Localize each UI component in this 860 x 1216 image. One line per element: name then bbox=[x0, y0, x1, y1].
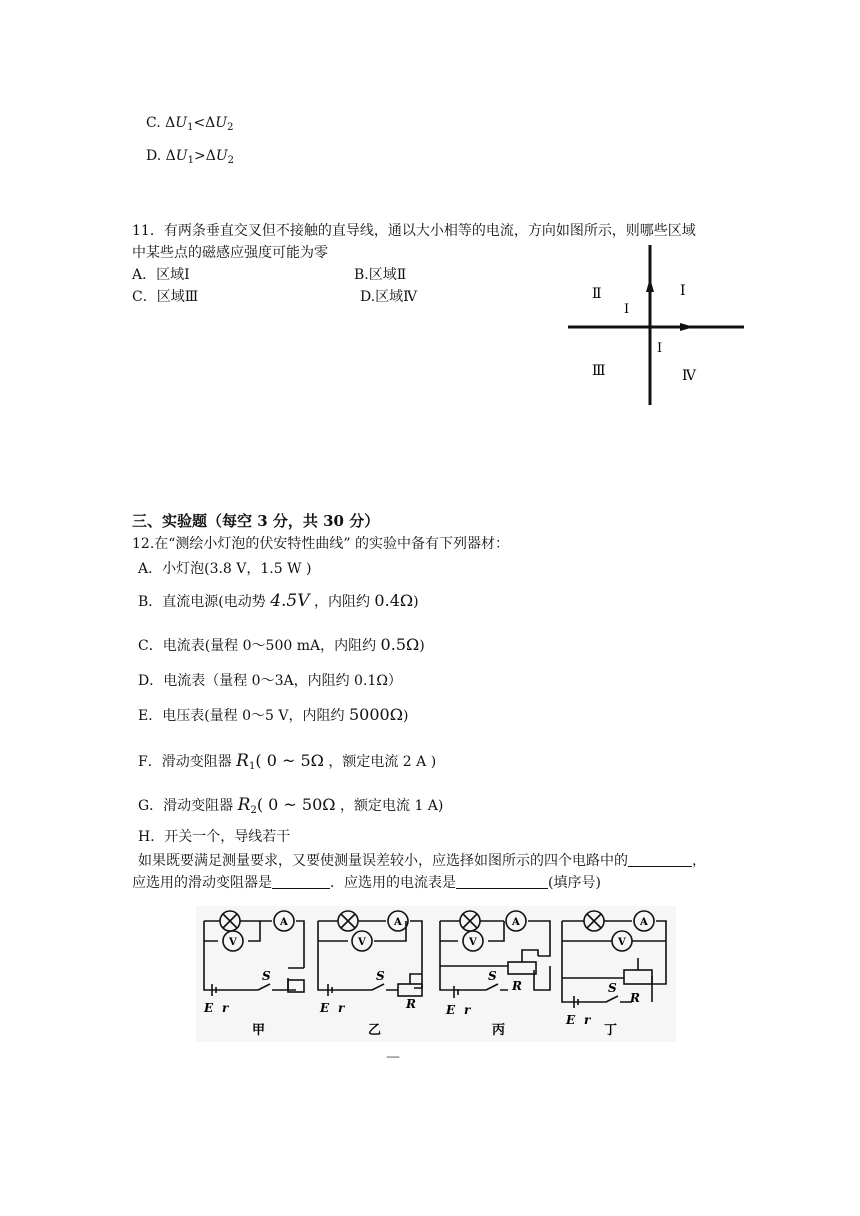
q11-option-d: D.区域Ⅳ bbox=[360, 289, 418, 305]
region-4-label: Ⅳ bbox=[682, 368, 696, 384]
region-2-label: Ⅱ bbox=[592, 286, 602, 302]
internal-r-label-yi: r bbox=[338, 1001, 345, 1015]
rheostat-label-ding: R bbox=[630, 991, 640, 1005]
internal-r-label-bing: r bbox=[464, 1003, 471, 1017]
q10-option-d: D. $\Delta U_1>\Delta U_2$ bbox=[146, 148, 234, 166]
q11-stem-line2: 中某些点的磁感应强度可能为零 bbox=[132, 245, 328, 261]
switch-label-yi: S bbox=[376, 969, 385, 983]
region-1-label: Ⅰ bbox=[680, 283, 686, 299]
q12-item-a: A．小灯泡(3.8 V，1.5 W ) bbox=[138, 561, 312, 577]
emf-label-yi: E bbox=[320, 1001, 330, 1015]
section-3-title: 三、实验题（每空 3 分，共 30 分） bbox=[132, 512, 380, 530]
emf-label-ding: E bbox=[566, 1013, 576, 1027]
q11-option-a: A．区域Ⅰ bbox=[132, 267, 190, 283]
rheostat-label-yi: R bbox=[406, 997, 416, 1011]
q12-question-line2: 应选用的滑动变阻器是 ．应选用的电流表是 (填序号) bbox=[132, 875, 601, 891]
q12-item-b: B．直流电源(电动势 4.5V ，内阻约 0.4Ω) bbox=[138, 591, 419, 611]
caption-bing: 丙 bbox=[492, 1023, 506, 1038]
voltmeter-label-bing: V bbox=[469, 937, 477, 948]
q12-question-line1: 如果既要满足测量要求，又要使测量误差较小，应选择如图所示的四个电路中的 ， bbox=[138, 853, 706, 869]
q10-option-c: C. $\Delta U_1<\Delta U_2$ bbox=[146, 115, 234, 133]
ammeter-label-bing: A bbox=[512, 917, 520, 928]
page-footer-mark: — bbox=[386, 1049, 400, 1065]
q11-option-c: C．区域Ⅲ bbox=[132, 289, 199, 305]
voltmeter-label-ding: V bbox=[618, 937, 626, 948]
q12-item-f: F．滑动变阻器 $R_1$( 0 ~ 5Ω ，额定电流 2 A ) bbox=[138, 751, 437, 772]
switch-label-bing: S bbox=[488, 969, 497, 983]
rheostat-label-bing: R bbox=[512, 979, 522, 993]
crossed-wires-figure bbox=[560, 240, 750, 410]
emf-label-bing: E bbox=[446, 1003, 456, 1017]
ammeter-label-jia: A bbox=[280, 917, 288, 928]
answer-blank-circuit[interactable] bbox=[628, 852, 692, 867]
horizontal-current-label: I bbox=[657, 341, 663, 356]
q12-item-d: D．电流表（量程 0～3A，内阻约 0.1Ω） bbox=[138, 673, 402, 689]
caption-ding: 丁 bbox=[604, 1023, 618, 1038]
q11-option-b: B.区域Ⅱ bbox=[354, 267, 407, 283]
circuit-bing bbox=[440, 911, 550, 998]
voltmeter-label-jia: V bbox=[229, 937, 237, 948]
caption-yi: 乙 bbox=[368, 1023, 382, 1038]
q12-item-c: C．电流表(量程 0～500 mA，内阻约 0.5Ω) bbox=[138, 635, 425, 654]
vertical-current-label: I bbox=[624, 302, 630, 317]
internal-r-label-ding: r bbox=[584, 1013, 591, 1027]
voltmeter-label-yi: V bbox=[358, 937, 366, 948]
answer-blank-ammeter[interactable] bbox=[456, 874, 548, 889]
circuit-jia bbox=[204, 911, 304, 996]
internal-r-label-jia: r bbox=[222, 1001, 229, 1015]
q11-stem-line1: 11．有两条垂直交叉但不接触的直导线，通以大小相等的电流，方向如图所示，则哪些区域 bbox=[132, 223, 696, 239]
q12-item-h: H．开关一个，导线若干 bbox=[138, 829, 291, 845]
emf-label-jia: E bbox=[204, 1001, 214, 1015]
q12-item-e: E．电压表(量程 0～5 V，内阻约 5000Ω) bbox=[138, 705, 409, 724]
ammeter-label-ding: A bbox=[640, 917, 648, 928]
q12-item-g: G．滑动变阻器 $R_2$( 0 ~ 50Ω ，额定电流 1 A) bbox=[138, 795, 444, 816]
region-3-label: Ⅲ bbox=[592, 363, 606, 379]
switch-label-jia: S bbox=[262, 969, 271, 983]
q12-intro: 12.在“测绘小灯泡的伏安特性曲线” 的实验中备有下列器材： bbox=[132, 536, 510, 552]
horizontal-current-arrow-icon bbox=[680, 323, 694, 331]
switch-label-ding: S bbox=[608, 981, 617, 995]
answer-blank-rheostat[interactable] bbox=[272, 874, 330, 889]
ammeter-label-yi: A bbox=[394, 917, 402, 928]
caption-jia: 甲 bbox=[252, 1023, 266, 1038]
circuit-yi bbox=[318, 911, 422, 996]
circuit-diagrams-figure bbox=[196, 906, 676, 1042]
vertical-current-arrow-icon bbox=[646, 278, 654, 292]
